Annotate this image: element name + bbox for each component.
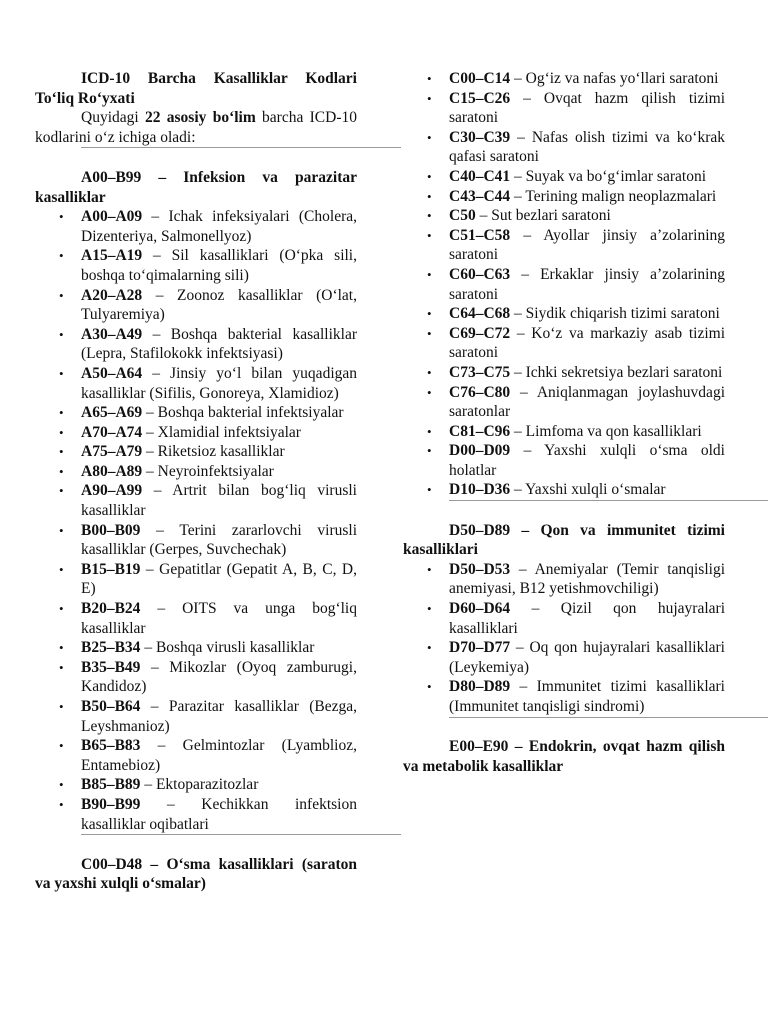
icd-code-range: D10–D36 [449,481,511,499]
list-item [427,89,725,128]
bullet-icon: • [59,796,64,812]
bullet-icon: • [427,679,432,695]
bullet-icon: • [427,325,432,341]
icd-code-range: B20–B24 [81,600,141,618]
icd-code-range: C43–C44 [449,187,511,205]
icd-description: – Sut bezlari saratoni [475,207,611,225]
icd-code-range: C69–C72 [449,324,511,342]
bullet-icon: • [427,364,432,380]
icd-description: – Yaxshi xulqli o‘sma oldi holatlar [449,442,725,479]
icd-description: – Anemiyalar (Temir tanqisligi anemiyasi, B12 yetishmovchiligi) [449,560,725,598]
bullet-icon: • [427,384,432,400]
bullet-icon: • [427,71,432,86]
list-item [427,422,725,442]
list-item [427,677,725,716]
icd-description: – Yaxshi xulqli o‘smalar [510,481,666,499]
icd-description: – Ko‘z va markaziy asab tizimi saratoni [449,324,725,362]
icd-code-range: A00–A09 [81,208,143,226]
section-list-c00-d48 [403,69,725,500]
icd-description: – Og‘iz va nafas yo‘llari saratoni [510,70,719,87]
icd-description: – Erkaklar jinsiy a’zolarining saratoni [449,265,725,303]
section-list-a00-b99 [35,207,357,834]
spacer [403,501,725,521]
icd-description: – Boshqa bakterial kasalliklar (Lepra, Stafilokokk infektsiyasi) [81,325,357,363]
section-heading-d50-d89: D50–D89 – Qon va immunitet tizimi kasalliklari [403,521,725,559]
bullet-icon: • [59,561,64,577]
bullet-icon: • [427,168,432,184]
right-column [403,69,725,776]
bullet-icon: • [59,287,64,303]
icd-code-range: B90–B99 [81,795,141,813]
icd-code-range: C60–C63 [449,265,511,283]
bullet-icon: • [59,405,64,421]
icd-description: – Neyroinfektsiyalar [142,462,274,480]
bullet-icon: • [59,209,64,225]
icd-code-range: B35–B49 [81,658,141,676]
spacer [35,148,357,168]
bullet-icon: • [59,483,64,499]
icd-code-range: D60–D64 [449,600,511,618]
bullet-icon: • [427,208,432,224]
icd-description: – Ayollar jinsiy a’zolarining saratoni [449,226,725,264]
list-item [59,736,357,775]
icd-description: – Suyak va bo‘g‘imlar saratoni [510,167,706,185]
bullet-icon: • [59,326,64,342]
icd-description: – Aniqlanmagan joylashuvdagi saratonlar [449,383,725,421]
spacer [403,718,725,738]
icd-description: – Kechikkan infektsion kasalliklar oqibatlari [81,795,357,833]
icd-description: – Immunitet tizimi kasalliklari (Immunitet tanqisligi sindromi) [449,678,725,715]
icd-code-range: B65–B83 [81,737,141,755]
section-heading-c00-d48: C00–D48 – O‘sma kasalliklari (saraton va yaxshi xulqli o‘smalar) [35,855,357,893]
list-item [59,286,357,325]
intro-bold: 22 asosiy bo‘lim [144,109,256,127]
list-item [59,658,357,697]
list-item [59,423,357,443]
icd-code-range: C00–C14 [449,70,511,87]
bullet-icon: • [427,306,432,322]
icd-description: – Nafas olish tizimi va ko‘krak qafasi saratoni [449,128,725,166]
icd-code-range: D70–D77 [449,639,511,657]
icd-code-range: A50–A64 [81,364,143,382]
list-item [59,462,357,482]
icd-code-range: A15–A19 [81,247,143,265]
icd-code-range: C50 [449,207,476,225]
icd-description: – Oq qon hujayralari kasalliklari (Leykemiya) [449,639,725,676]
bullet-icon: • [59,522,64,538]
list-item [427,363,725,383]
bullet-icon: • [59,738,64,754]
icd-description: – Xlamidial infektsiyalar [142,423,301,441]
left-column [35,69,357,894]
icd-code-range: A75–A79 [81,443,143,461]
icd-description: – Terini zararlovchi virusli kasalliklar (Gerpes, Suvchechak) [81,521,357,559]
icd-code-range: B15–B19 [81,560,141,578]
icd-code-range: C76–C80 [449,383,511,401]
section-heading-e00-e90: E00–E90 – Endokrin, ovqat hazm qilish va metabolik kasalliklar [403,738,725,775]
icd-code-range: A80–A89 [81,462,143,480]
icd-description: – Jinsiy yo‘l bilan yuqadigan kasalliklar (Sifilis, Gonoreya, Xlamidioz) [81,364,357,402]
list-item [59,638,357,658]
icd-description: – Gepatitlar (Gepatit A, B, C, D, E) [81,560,357,598]
list-item [59,442,357,462]
list-item [427,304,725,324]
icd-description: – Ichki sekretsiya bezlari saratoni [510,363,723,381]
icd-code-range: C51–C58 [449,226,511,244]
icd-description: – Ichak infeksiyalari (Cholera, Dizenteriya, Salmonellyoz) [81,208,357,245]
icd-description: – Riketsioz kasalliklar [142,443,285,461]
icd-description: – Zoonoz kasalliklar (O‘lat, Tulyaremiya) [81,286,357,324]
bullet-icon: • [427,188,432,204]
icd-description: – Terining malign neoplazmalari [510,187,717,205]
icd-code-range: A30–A49 [81,325,143,343]
icd-code-range: C81–C96 [449,422,511,440]
list-item [427,560,725,599]
icd-code-range: C40–C41 [449,167,511,185]
icd-description: – Artrit bilan bog‘liq virusli kasalliklar [81,482,357,520]
icd-description: – Qizil qon hujayralari kasalliklari [449,600,725,637]
icd-code-range: C64–C68 [449,305,511,323]
icd-code-range: B50–B64 [81,698,141,715]
bullet-icon: • [427,482,432,498]
intro-paragraph [35,108,357,147]
list-item [427,265,725,304]
bullet-icon: • [427,601,432,617]
bullet-icon: • [59,601,64,617]
icd-description: – Boshqa bakterial infektsiyalar [142,404,344,422]
bullet-icon: • [427,561,432,577]
icd-code-range: D50–D53 [449,560,511,578]
icd-code-range: A20–A28 [81,286,143,304]
list-item [59,481,357,520]
icd-code-range: A90–A99 [81,482,143,500]
list-item [59,207,357,246]
bullet-icon: • [59,659,64,675]
bullet-icon: • [59,777,64,793]
page-title: ICD-10 Barcha Kasalliklar Kodlari To‘liq Ro‘yxati [35,70,357,107]
bullet-icon: • [59,699,64,714]
icd-code-range: D00–D09 [449,442,511,460]
bullet-icon: • [59,640,64,656]
intro-suffix: barcha ICD-10 kodlarini o‘z ichiga oladi: [35,109,357,146]
icd-description: – OITS va unga bog‘liq kasalliklar [81,600,357,637]
icd-description: – Mikozlar (Oyoq zamburugi, Kandidoz) [81,658,357,696]
icd-code-range: C30–C39 [449,128,511,146]
icd-code-range: A70–A74 [81,423,143,441]
bullet-icon: • [59,463,64,479]
list-item [59,599,357,638]
icd-code-range: B00–B09 [81,521,141,539]
icd-code-range: B25–B34 [81,639,141,657]
list-item [59,775,357,795]
bullet-icon: • [427,227,432,243]
bullet-icon: • [427,266,432,282]
bullet-icon: • [59,248,64,264]
list-item [59,521,357,560]
icd-code-range: D80–D89 [449,678,511,696]
list-item [427,638,725,677]
list-item [427,480,725,500]
section-heading-a00-b99: A00–B99 – Infeksion va parazitar kasalliklar [35,168,357,206]
list-item [427,324,725,363]
list-item [427,69,725,89]
list-item [427,599,725,638]
bullet-icon: • [59,424,64,440]
icd-description: – Siydik chiqarish tizimi saratoni [510,305,720,323]
list-item [59,697,357,736]
bullet-icon: • [59,365,64,381]
bullet-icon: • [427,129,432,145]
list-item [427,383,725,422]
icd-code-range: B85–B89 [81,776,141,794]
icd-code-range: A65–A69 [81,404,143,422]
bullet-icon: • [427,443,432,459]
bullet-icon: • [427,423,432,439]
bullet-icon: • [59,444,64,460]
intro-prefix: Quyidagi [81,109,145,127]
icd-description: – Ektoparazitozlar [140,776,259,794]
list-item [59,325,357,364]
list-item [427,187,725,207]
list-item [59,795,357,834]
list-item [59,560,357,599]
list-item [59,403,357,423]
section-list-d50-d89 [403,560,725,717]
list-item [427,206,725,226]
list-item [59,364,357,403]
list-item [427,441,725,480]
icd-description: – Boshqa virusli kasalliklar [140,639,315,657]
icd-description: – Limfoma va qon kasalliklari [510,422,702,440]
spacer [35,835,357,855]
bullet-icon: • [427,90,432,106]
icd-description: – Parazitar kasalliklar (Bezga, Leyshmanioz) [81,698,357,735]
icd-description: – Ovqat hazm qilish tizimi saratoni [449,89,725,127]
icd-code-range: C15–C26 [449,89,511,107]
list-item [59,246,357,285]
list-item [427,226,725,265]
icd-description: – Sil kasalliklari (O‘pka sili, boshqa to‘qimalarning sili) [81,247,357,284]
list-item [427,128,725,167]
icd-description: – Gelmintozlar (Lyamblioz, Entamebioz) [81,737,357,774]
bullet-icon: • [427,640,432,656]
list-item [427,167,725,187]
icd-code-range: C73–C75 [449,363,511,381]
